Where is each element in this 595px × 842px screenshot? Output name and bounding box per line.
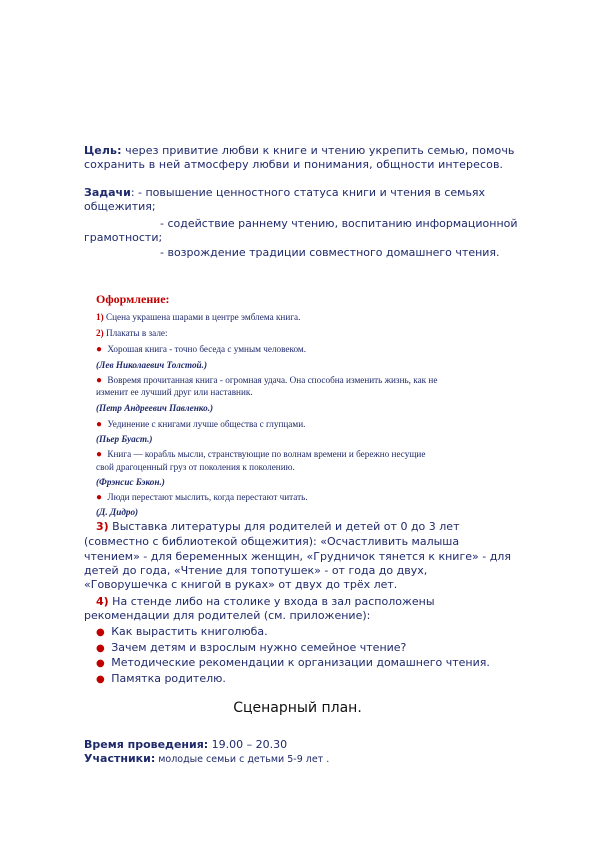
bullet-icon: ●	[96, 375, 103, 386]
design-item-1	[96, 311, 300, 323]
quote-4	[96, 448, 425, 461]
quote-2-text: Вовремя прочитанная книга - огромная удача. Она способна изменить жизнь, как не	[105, 375, 438, 385]
quote-4-text: Книга — корабль мысли, странствующие по волнам времени и бережно несущие	[105, 449, 426, 459]
quote-2-author: (Петр Андреевич Павленко.)	[96, 403, 214, 413]
task-2b-text: грамотности;	[84, 231, 163, 244]
quote-2-text-continued: изменит ее лучший друг или наставник.	[96, 387, 253, 397]
design-item-3-line-5: «Говорушечка с книгой в руках» от двух до трёх лет.	[84, 578, 398, 591]
design-item-3-line-2: (совместно с библиотекой общежития): «Осчастливить малыша	[84, 535, 460, 548]
event-time-value: 19.00 – 20.30	[208, 738, 288, 751]
event-participants	[84, 752, 329, 767]
design-item-4-number: 4)	[96, 595, 109, 608]
design-item-4-line-2: рекомендации для родителей (см. приложение):	[84, 609, 371, 622]
quote-5-author: (Д. Дидро)	[96, 507, 139, 517]
design-item-3-number: 3)	[96, 520, 109, 533]
event-time-label: Время проведения:	[84, 738, 209, 751]
bullet-icon: ●	[96, 492, 103, 503]
task-3-text: - возрождение традиции совместного домашнего чтения.	[160, 246, 500, 259]
recommendation-2-text: Зачем детям и взрослым нужно семейное чтение?	[107, 641, 407, 654]
goal-label: Цель:	[84, 144, 122, 157]
recommendation-1-text: Как вырастить книголюба.	[107, 625, 268, 638]
quote-1-text: Хорошая книга - точно беседа с умным человеком.	[105, 344, 307, 354]
design-item-3-line-3: чтением» - для беременных женщин, «Грудничок тянется к книге» - для	[84, 550, 511, 563]
quote-3	[96, 418, 305, 431]
quote-4-author: (Фрэнсис Бэкон.)	[96, 477, 165, 487]
recommendation-2	[96, 641, 406, 656]
task-1-text: - повышение ценностного статуса книги и чтения в семьях	[134, 186, 486, 199]
bullet-icon: ●	[96, 627, 105, 638]
recommendation-4	[96, 672, 226, 687]
design-item-1-number: 1)	[96, 312, 104, 322]
bullet-icon: ●	[96, 344, 103, 355]
bullet-icon: ●	[96, 658, 105, 669]
design-item-1-text: Сцена украшена шарами в центре эмблема книга.	[103, 312, 301, 322]
tasks-line-1b: общежития;	[84, 200, 156, 213]
quote-4-text-continued: свой драгоценный груз от поколения к поколению.	[96, 462, 295, 472]
tasks-colon: :	[130, 186, 135, 199]
tasks-line-1	[84, 186, 485, 200]
bullet-icon: ●	[96, 419, 103, 430]
event-participants-label: Участники:	[84, 752, 156, 765]
bullet-icon: ●	[96, 674, 105, 685]
recommendation-3	[96, 656, 490, 671]
design-item-2	[96, 327, 168, 339]
goal-text: через привитие любви к книге и чтению укрепить семью, помочь сохранить в ней атмосферу любви и понимания, общности интересов.	[84, 144, 515, 171]
design-item-3	[96, 520, 459, 534]
quote-5	[96, 491, 308, 504]
design-item-4-line-1: На стенде либо на столике у входа в зал расположены	[108, 595, 435, 608]
goal-paragraph	[84, 144, 534, 172]
quote-1	[96, 343, 306, 356]
bullet-icon: ●	[96, 449, 103, 460]
quote-1-author: (Лев Николаевич Толстой.)	[96, 360, 208, 370]
recommendation-3-text: Методические рекомендации к организации домашнего чтения.	[107, 656, 490, 669]
plan-title: Сценарный план.	[233, 700, 362, 716]
design-item-3-line-4: детей до года, «Чтение для топотушек» - от года до двух,	[84, 564, 428, 577]
event-time	[84, 738, 287, 752]
design-item-4	[96, 595, 435, 609]
design-item-2-text: Плакаты в зале:	[103, 328, 168, 338]
recommendation-1	[96, 625, 268, 640]
design-title: Оформление:	[96, 292, 170, 306]
task-2-text: - содействие раннему чтению, воспитанию информационной	[160, 217, 518, 230]
quote-5-text: Люди перестают мыслить, когда перестают читать.	[105, 492, 308, 502]
bullet-icon: ●	[96, 643, 105, 654]
design-item-2-number: 2)	[96, 328, 104, 338]
design-item-3-line-1: Выставка литературы для родителей и детей от 0 до 3 лет	[108, 520, 460, 533]
event-participants-value: молодые семьи с детьми 5-9 лет .	[155, 754, 330, 765]
quote-3-author: (Пьер Буаст.)	[96, 434, 153, 444]
recommendation-4-text: Памятка родителю.	[107, 672, 226, 685]
quote-3-text: Уединение с книгами лучше общества с глупцами.	[105, 419, 306, 429]
tasks-label: Задачи	[84, 186, 131, 199]
